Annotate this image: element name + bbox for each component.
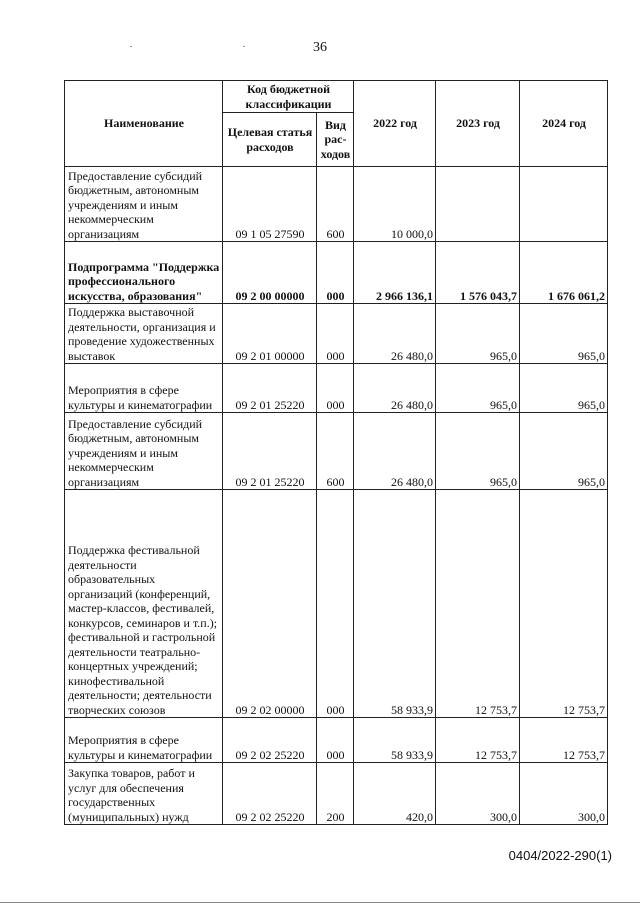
row-type: 600 <box>317 167 354 242</box>
row-2024: 965,0 <box>520 413 608 490</box>
row-2022: 58 933,9 <box>354 490 436 718</box>
row-code: 09 2 02 25220 <box>223 718 317 763</box>
row-code: 09 2 01 25220 <box>223 364 317 413</box>
row-2022: 420,0 <box>354 763 436 825</box>
row-2022: 26 480,0 <box>354 413 436 490</box>
row-2022: 26 480,0 <box>354 364 436 413</box>
row-2023: 965,0 <box>436 304 520 364</box>
header-2022: 2022 год <box>354 81 436 167</box>
row-name: Предоставление субсидий бюджетным, автономным учреждениям и иным некоммерческим организациям <box>65 167 223 242</box>
row-name: Поддержка фестивальной деятельности образовательных организаций (конференций, мастер-классов, фестивалей, конкурсов, семинаров и т.п.); фестивальной и гастрольной деятельности театрально-концертных учреждений; кинофестивальной деятельности; деятельности творческих союзов <box>65 490 223 718</box>
row-type: 000 <box>317 718 354 763</box>
header-2023: 2023 год <box>436 81 520 167</box>
row-type: 000 <box>317 364 354 413</box>
row-name: Закупка товаров, работ и услуг для обеспечения государственных (муниципальных) нужд <box>65 763 223 825</box>
row-2024: 1 676 061,2 <box>520 242 608 304</box>
row-code: 09 2 01 25220 <box>223 413 317 490</box>
row-2022: 10 000,0 <box>354 167 436 242</box>
row-2024: 12 753,7 <box>520 490 608 718</box>
row-2023: 300,0 <box>436 763 520 825</box>
table-row <box>65 413 608 490</box>
page-number: 36 <box>313 40 327 55</box>
table-row <box>65 304 608 364</box>
scan-speck <box>243 46 245 47</box>
row-2024: 12 753,7 <box>520 718 608 763</box>
row-code: 09 2 02 00000 <box>223 490 317 718</box>
row-2024: 300,0 <box>520 763 608 825</box>
scan-speck <box>130 46 132 47</box>
row-2022: 26 480,0 <box>354 304 436 364</box>
header-expense-type: Вид рас-ходов <box>317 113 354 167</box>
row-name: Подпрограмма "Поддержка профессионального искусства, образования" <box>65 242 223 304</box>
row-code: 09 2 01 00000 <box>223 304 317 364</box>
table-row <box>65 718 608 763</box>
row-name: Предоставление субсидий бюджетным, автономным учреждениям и иным некоммерческим организациям <box>65 413 223 490</box>
table-row <box>65 490 608 718</box>
row-2023: 1 576 043,7 <box>436 242 520 304</box>
scan-edge-line <box>0 902 640 903</box>
row-2024: 965,0 <box>520 304 608 364</box>
row-name: Поддержка выставочной деятельности, организация и проведение художественных выставок <box>65 304 223 364</box>
row-2024: 965,0 <box>520 364 608 413</box>
row-name: Мероприятия в сфере культуры и кинематографии <box>65 364 223 413</box>
row-2024 <box>520 167 608 242</box>
row-2022: 2 966 136,1 <box>354 242 436 304</box>
table-row <box>65 364 608 413</box>
header-row-top <box>65 81 608 113</box>
table-row <box>65 242 608 304</box>
header-target-article: Целевая статья расходов <box>223 113 317 167</box>
row-type: 200 <box>317 763 354 825</box>
row-code: 09 2 02 25220 <box>223 763 317 825</box>
header-code-group: Код бюджетной классификации <box>223 81 354 113</box>
row-2022: 58 933,9 <box>354 718 436 763</box>
row-2023: 12 753,7 <box>436 718 520 763</box>
budget-table <box>64 80 608 825</box>
document-code: 0404/2022-290(1) <box>508 848 612 863</box>
header-name: Наименование <box>65 81 223 167</box>
row-2023 <box>436 167 520 242</box>
table-row <box>65 763 608 825</box>
row-type: 000 <box>317 242 354 304</box>
row-type: 000 <box>317 304 354 364</box>
row-type: 000 <box>317 490 354 718</box>
row-2023: 12 753,7 <box>436 490 520 718</box>
table-row <box>65 167 608 242</box>
row-2023: 965,0 <box>436 413 520 490</box>
row-type: 600 <box>317 413 354 490</box>
header-2024: 2024 год <box>520 81 608 167</box>
row-2023: 965,0 <box>436 364 520 413</box>
row-name: Мероприятия в сфере культуры и кинематографии <box>65 718 223 763</box>
row-code: 09 1 05 27590 <box>223 167 317 242</box>
row-code: 09 2 00 00000 <box>223 242 317 304</box>
